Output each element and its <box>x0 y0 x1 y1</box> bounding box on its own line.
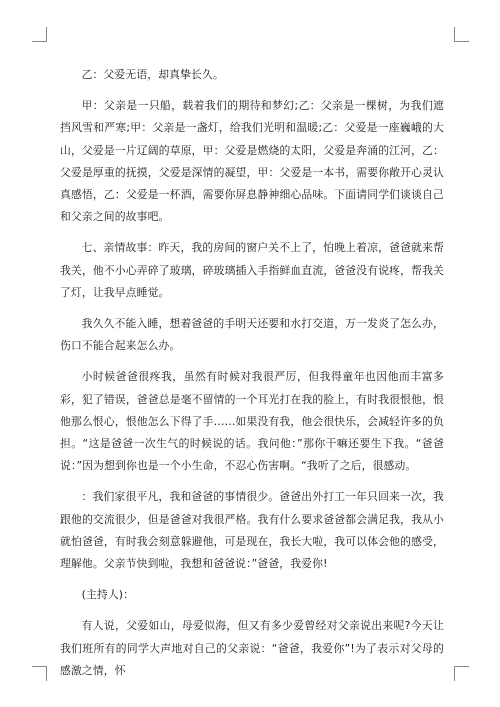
crop-mark-bottom-left <box>32 666 47 681</box>
paragraph: 乙：父爱无语，却真挚长久。 <box>81 68 224 81</box>
paragraph: 甲：父亲是一只船，载着我们的期待和梦幻;乙：父亲是一棵树，为我们遮挡风雪和严寒;甲：父亲是一盏灯，给我们光明和温暖;乙：父爱是一座巍峨的大山，父爱是一片辽阔的草原，甲：父爱是燃烧的太阳，父爱是奔涌的江河，乙：父爱是厚重的抚摸，父爱是深情的凝望，甲：父爱是一本书，需要你敞开心灵认真感悟，乙：父爱是一杯酒，需要你屏息静神细心品味。下面请同学们谈谈自己和父亲之间的故事吧。 <box>60 99 444 224</box>
crop-mark-top-left <box>32 27 47 42</box>
paragraph: ：我们家很平凡，我和爸爸的事情很少。爸爸出外打工一年只回来一次，我跟他的交流很少，但是爸爸对我很严格。我有什么要求爸爸都会满足我，我从小就怕爸爸，有时我会刻意躲避他，可是现在，我长大啦，我可以体会他的感受，理解他。父亲节快到啦，我想和爸爸说：”爸爸，我爱你! <box>60 490 444 571</box>
document-body <box>60 64 444 682</box>
paragraph: 七、亲情故事：昨天，我的房间的窗户关不上了，怕晚上着凉，爸爸就来帮我关，他不小心弄碎了玻璃，碎玻璃插入手指鲜血直流，爸爸没有说疼，帮我关了灯，让我早点睡觉。 <box>60 241 444 299</box>
paragraph: (主持人)： <box>81 588 135 602</box>
paragraph: 有人说，父爱如山，母爱似海，但又有多少爱曾经对父亲说出来呢?今天让我们班所有的同学大声地对自己的父亲说：“爸爸，我爱你”!为了表示对父母的感激之情，怀 <box>60 619 444 677</box>
paragraph: 小时候爸爸很疼我，虽然有时候对我很严厉，但我得童年也因他而丰富多彩，犯了错误，爸爸总是毫不留情的一个耳光打在我的脸上，有时我很恨他，恨他那么恨心，恨他怎么下得了手……如果没有我，他会很快乐，会减轻许多的负担。“这是爸爸一次生气的时候说的话。我问他：”那你干嘛还要生下我。“爸爸说：”因为想到你也是一个小生命，不忍心伤害啊。“我听了之后，很感动。 <box>60 370 444 473</box>
crop-mark-top-right <box>454 27 469 42</box>
crop-mark-bottom-right <box>454 666 469 681</box>
paragraph: 我久久不能入睡，想着爸爸的手明天还要和水打交道，万一发炎了怎么办，伤口不能合起来怎么办。 <box>60 317 444 353</box>
